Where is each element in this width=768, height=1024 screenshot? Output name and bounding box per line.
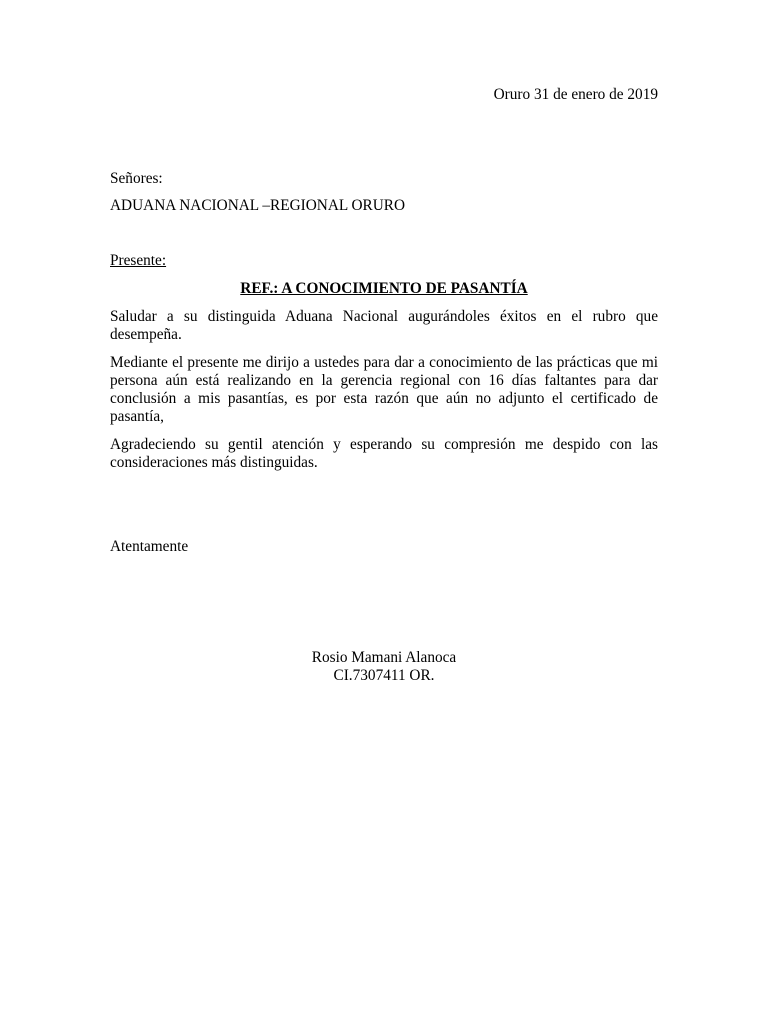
body-paragraph-main: Mediante el presente me dirijo a ustedes para dar a conocimiento de las prácticas que mi persona aún está realizando en la gerencia regional con 16 días faltantes para dar conclusión a mis pasantías, es por esta razón que aún no adjunto el certificado de pasantía, [110, 354, 658, 425]
closing: Atentamente [110, 538, 189, 555]
signature-block [110, 649, 658, 685]
presente-heading: Presente: [110, 252, 167, 269]
salutation: Señores: [110, 170, 163, 187]
reference-line: REF.: A CONOCIMIENTO DE PASANTÍA [240, 280, 528, 297]
signature-name: Rosio Mamani Alanoca [311, 649, 457, 666]
letter-date: Oruro 31 de enero de 2019 [493, 86, 658, 103]
body-paragraph-greeting: Saludar a su distinguida Aduana Nacional augurándoles éxitos en el rubro que desempeña. [110, 308, 658, 343]
recipient: ADUANA NACIONAL –REGIONAL ORURO [110, 197, 406, 214]
body-paragraph-thanks: Agradeciendo su gentil atención y esperando su compresión me despido con las consideraciones más distinguidas. [110, 436, 658, 471]
signature-id: CI.7307411 OR. [333, 667, 435, 684]
